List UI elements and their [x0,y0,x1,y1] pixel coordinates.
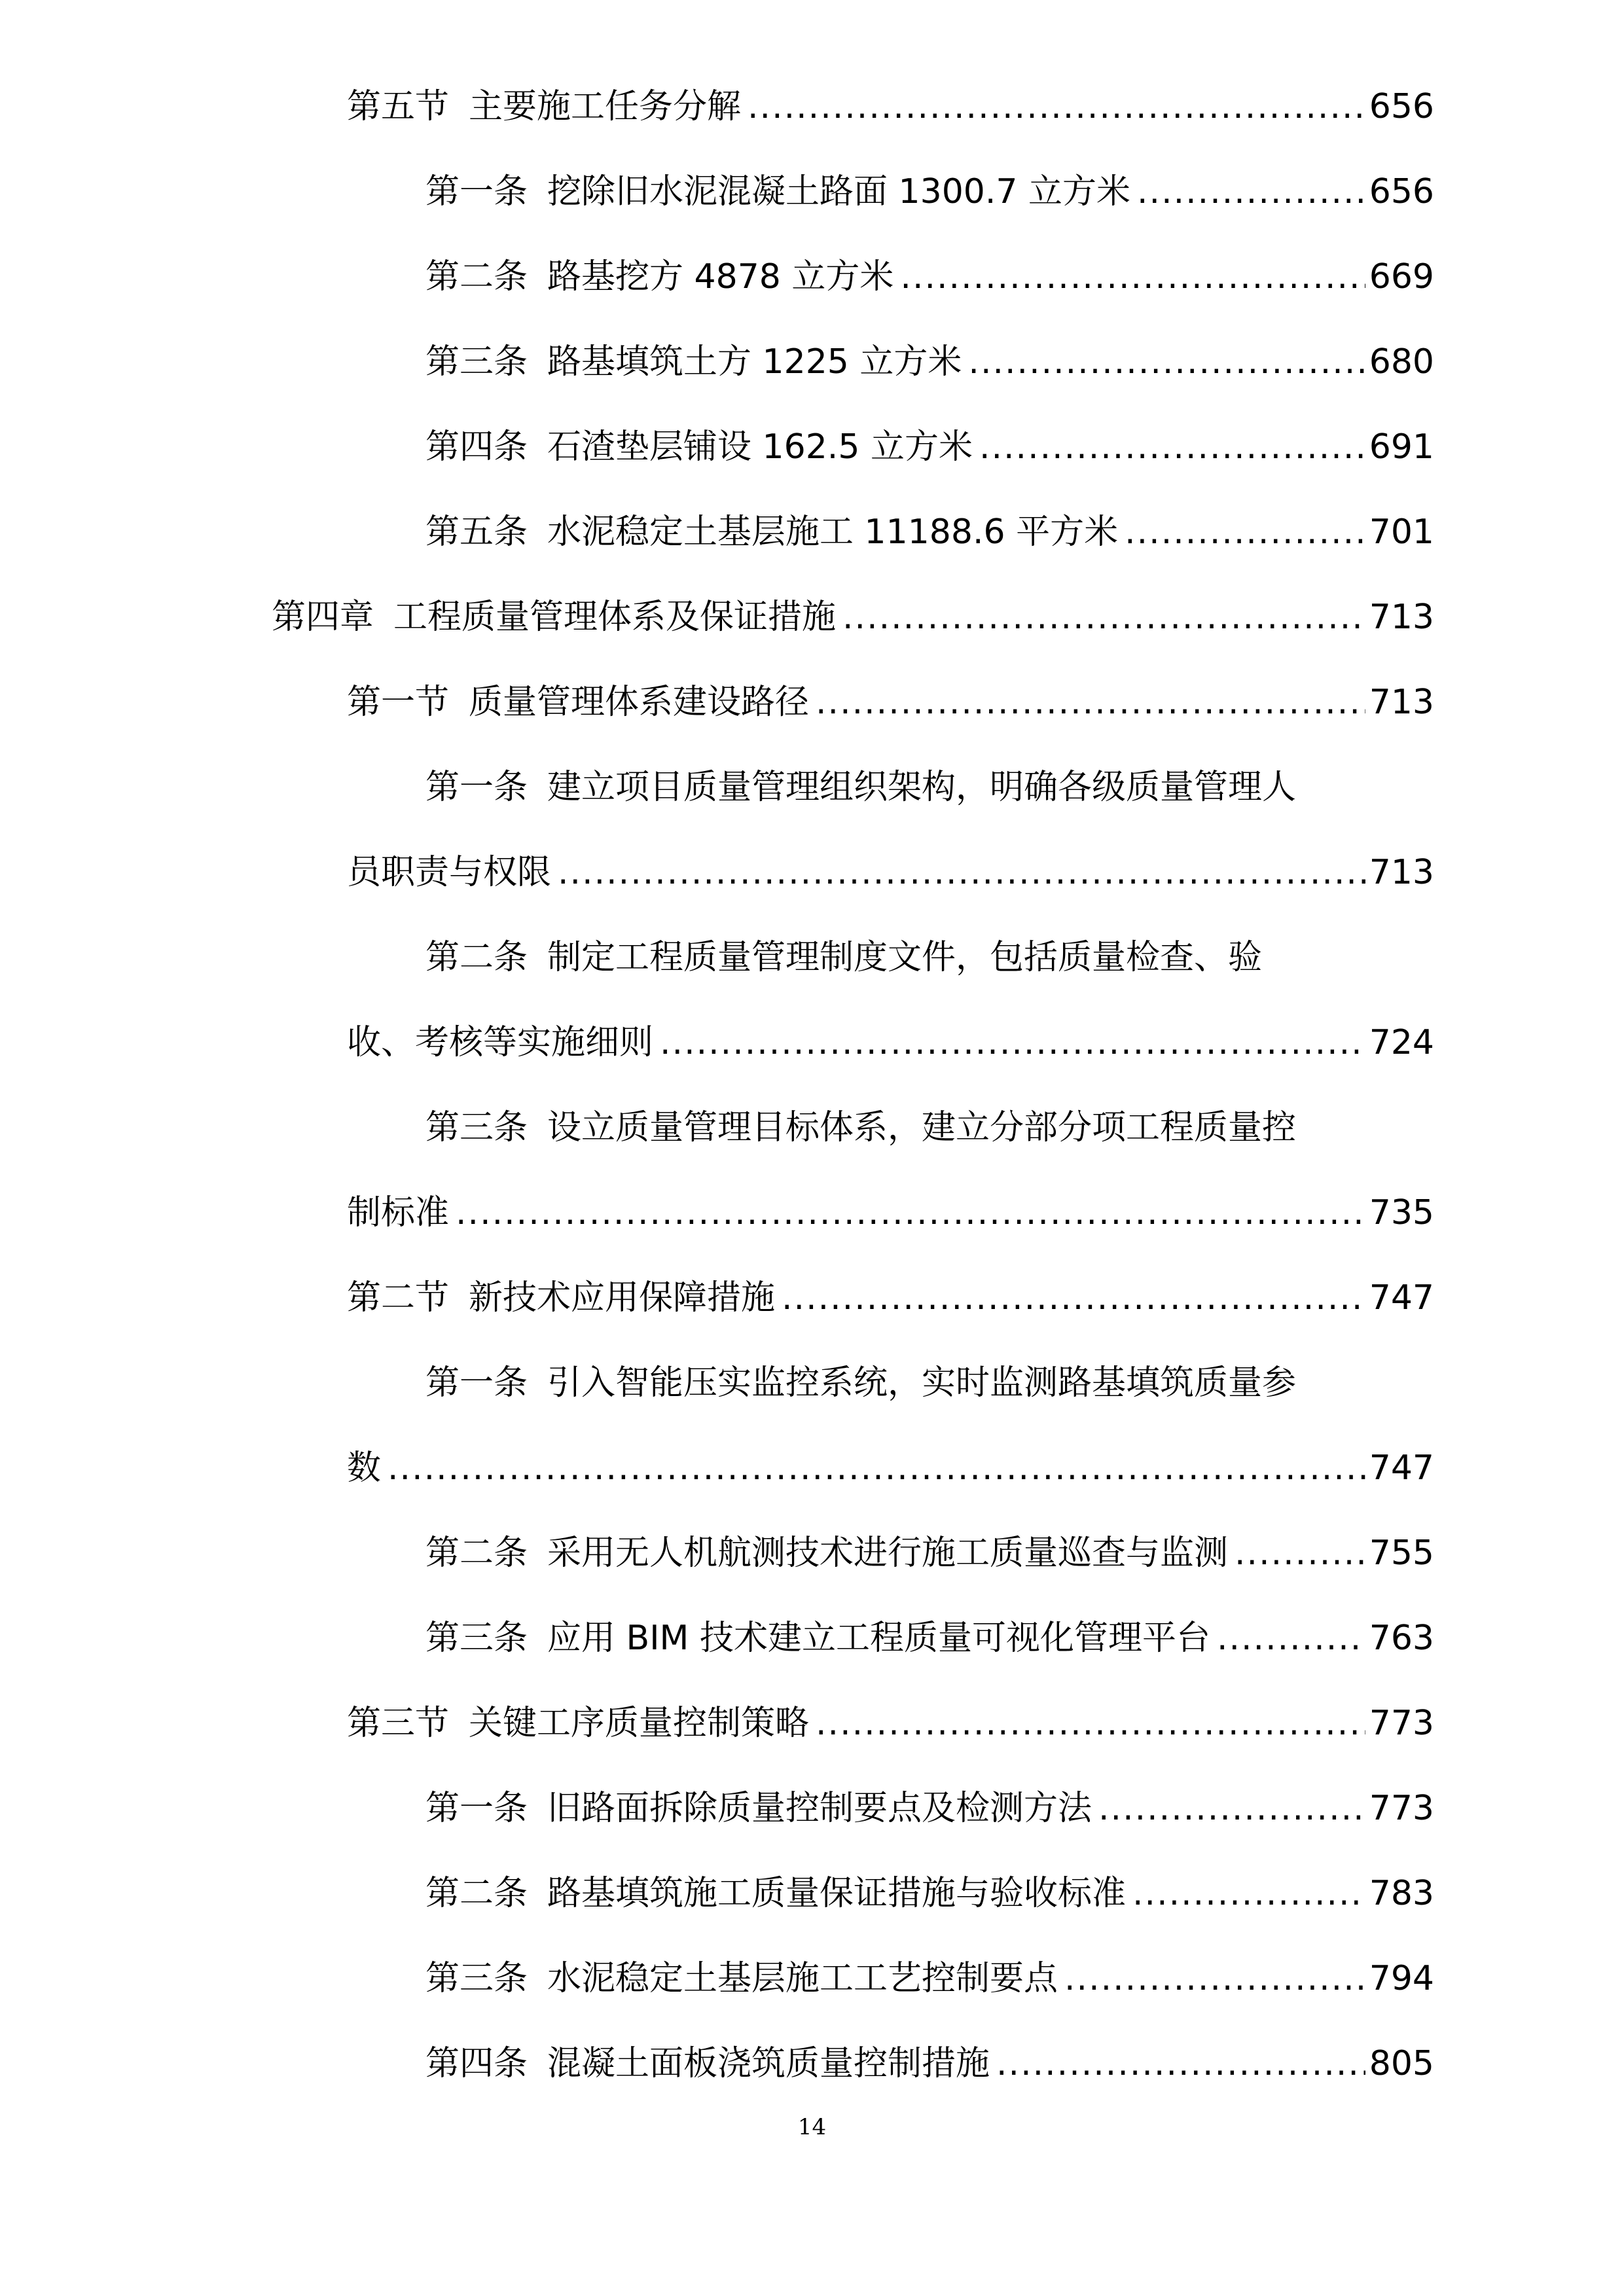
toc-label: 第一节 [347,683,450,722]
toc-entry-article[interactable] [425,1092,1434,1164]
toc-leader [388,1432,1365,1504]
toc-entry-section[interactable] [347,71,1434,143]
toc-title: 采用无人机航测技术进行施工质量巡查与监测 [547,1534,1229,1573]
toc-title: 水泥稳定土基层施工工艺控制要点 [547,1959,1058,1998]
toc-page: 783 [1369,1874,1434,1913]
toc-title: 引入智能压实监控系统，实时监测路基填筑质量参 [547,1363,1297,1403]
toc-leader [660,1007,1365,1079]
toc-entry-section[interactable] [347,666,1434,738]
toc-leader [842,581,1365,653]
toc-page: 763 [1369,1619,1434,1658]
toc-leader [1217,1602,1365,1674]
toc-page: 724 [1369,1023,1434,1062]
toc-title: 混凝土面板浇筑质量控制措施 [547,2044,990,2083]
toc-label: 第五节 [347,87,450,126]
toc-label: 第二条 [425,938,528,977]
toc-page: 794 [1369,1959,1434,1998]
page-number: 14 [797,2114,827,2140]
toc-entry-article[interactable] [425,751,1434,823]
toc-page: 735 [1369,1193,1434,1232]
toc-entry-article[interactable] [425,1347,1434,1419]
toc-entry-article[interactable] [425,156,1434,228]
toc-title: 应用 BIM 技术建立工程质量可视化管理平台 [547,1619,1210,1658]
toc-label: 第一条 [425,172,528,211]
toc-leader [816,1687,1365,1759]
toc-entry-article[interactable] [425,1857,1434,1929]
toc-label: 第四条 [425,427,528,467]
toc-page: 656 [1369,172,1434,211]
toc-page: 701 [1369,512,1434,552]
toc-label: 第二条 [425,1534,528,1573]
toc-page: 747 [1369,1448,1434,1488]
toc-title: 路基填筑土方 1225 立方米 [547,342,962,382]
toc-title: 新技术应用保障措施 [469,1278,776,1318]
toc-label: 第三节 [347,1704,450,1743]
toc-title: 制定工程质量管理制度文件，包括质量检查、验 [547,938,1263,977]
toc-entry-article[interactable] [425,241,1434,313]
toc-page: 747 [1369,1278,1434,1318]
toc-title: 石渣垫层铺设 162.5 立方米 [547,427,973,467]
toc-leader [1132,1857,1365,1929]
toc-entry-article[interactable] [425,1602,1434,1674]
toc-leader [1098,1772,1365,1844]
toc-leader [996,2028,1365,2100]
toc-page: 805 [1369,2044,1434,2083]
toc-label: 第二条 [425,257,528,296]
toc-leader [1125,496,1365,568]
toc-title: 关键工序质量控制策略 [469,1704,810,1743]
toc-leader [1235,1517,1365,1589]
toc-title-continuation: 收、考核等实施细则 [347,1023,654,1062]
toc-page: 713 [1369,853,1434,892]
toc-entry-article[interactable] [425,411,1434,483]
toc-label: 第三条 [425,1619,528,1658]
toc-title: 旧路面拆除质量控制要点及检测方法 [547,1789,1092,1828]
toc-leader [968,326,1365,398]
toc-leader [1137,156,1365,228]
toc-title-continuation: 制标准 [347,1193,450,1232]
toc-leader [782,1262,1365,1334]
toc-page: 669 [1369,257,1434,296]
toc-title: 设立质量管理目标体系，建立分部分项工程质量控 [547,1108,1297,1147]
toc-entry-article[interactable] [425,1772,1434,1844]
toc-label: 第一条 [425,768,528,807]
toc-label: 第三条 [425,342,528,382]
toc-page: 773 [1369,1789,1434,1828]
toc-entry-continuation[interactable] [347,1432,1434,1504]
toc-page: 691 [1369,427,1434,467]
toc-entry-article[interactable] [425,496,1434,568]
toc-entry-continuation[interactable] [347,1007,1434,1079]
toc-entry-section[interactable] [347,1262,1434,1334]
toc-label: 第三条 [425,1108,528,1147]
toc-label: 第五条 [425,512,528,552]
toc-label: 第一条 [425,1789,528,1828]
toc-label: 第四条 [425,2044,528,2083]
toc-entry-continuation[interactable] [347,1177,1434,1249]
toc-entry-article[interactable] [425,1943,1434,2015]
toc-page: 755 [1369,1534,1434,1573]
toc-title: 路基填筑施工质量保证措施与验收标准 [547,1874,1127,1913]
toc-title: 水泥稳定土基层施工 11188.6 平方米 [547,512,1119,552]
toc-title-continuation: 员职责与权限 [347,853,552,892]
toc-title: 挖除旧水泥混凝土路面 1300.7 立方米 [547,172,1131,211]
toc-leader [816,666,1365,738]
toc-title-continuation: 数 [347,1448,382,1488]
toc-entry-article[interactable] [425,326,1434,398]
toc-label: 第二条 [425,1874,528,1913]
toc-page: 713 [1369,683,1434,722]
toc-entry-section[interactable] [347,1687,1434,1759]
toc-leader [1064,1943,1365,2015]
toc-entry-continuation[interactable] [347,836,1434,908]
toc-title: 路基挖方 4878 立方米 [547,257,894,296]
toc-label: 第一条 [425,1363,528,1403]
toc-entry-chapter[interactable] [272,581,1434,653]
toc-label: 第三条 [425,1959,528,1998]
toc-leader [900,241,1365,313]
toc-page: 713 [1369,598,1434,637]
toc-leader [979,411,1365,483]
toc-label: 第四章 [272,598,374,637]
toc-page: 656 [1369,87,1434,126]
toc-title: 建立项目质量管理组织架构，明确各级质量管理人 [547,768,1297,807]
toc-entry-article[interactable] [425,922,1434,994]
toc-title: 质量管理体系建设路径 [469,683,810,722]
toc-title: 工程质量管理体系及保证措施 [393,598,837,637]
toc-label: 第二节 [347,1278,450,1318]
toc-page: 680 [1369,342,1434,382]
toc-entry-article[interactable] [425,1517,1434,1589]
toc-leader [748,71,1365,143]
toc-page: 773 [1369,1704,1434,1743]
toc-entry-article[interactable] [425,2028,1434,2100]
toc-leader [456,1177,1365,1249]
toc-leader [558,836,1365,908]
toc-title: 主要施工任务分解 [469,87,742,126]
